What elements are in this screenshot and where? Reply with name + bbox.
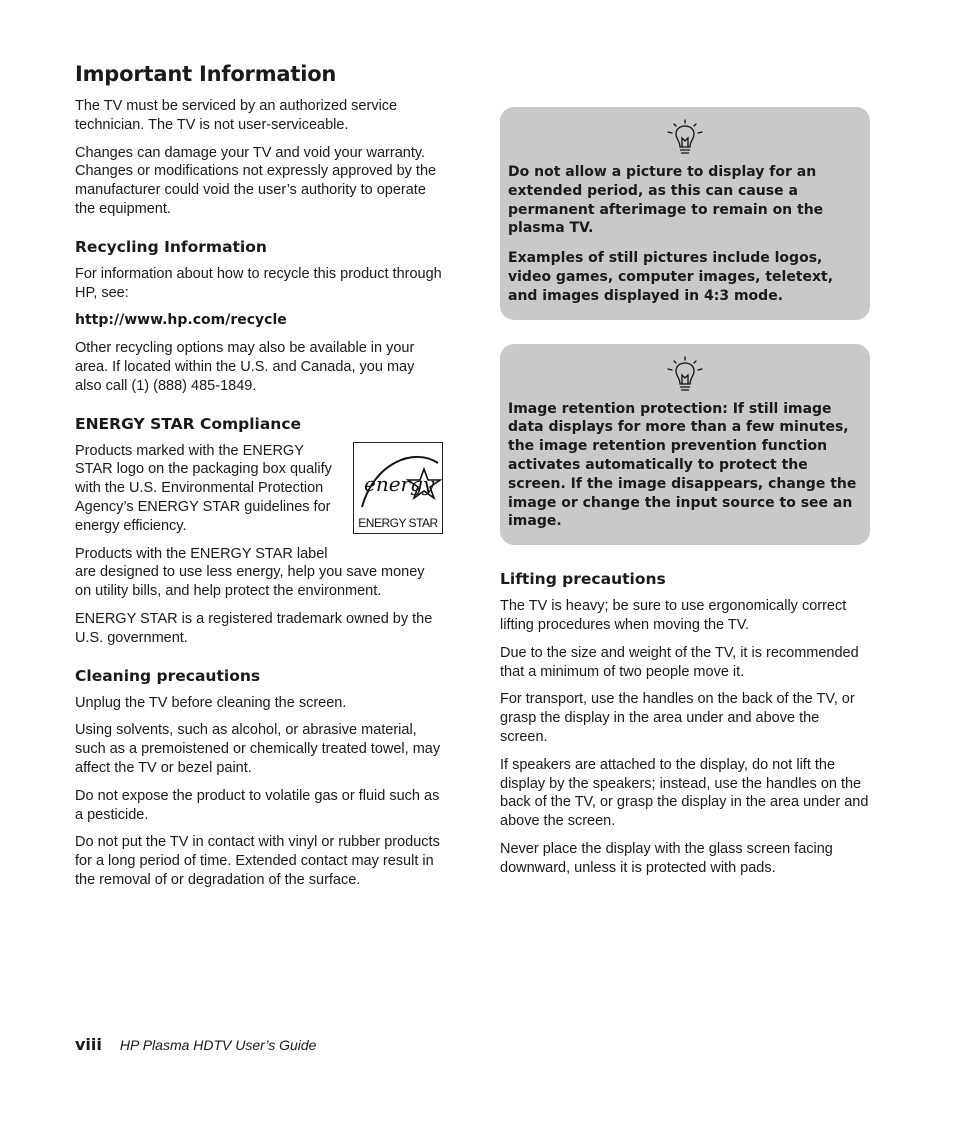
cleaning-heading: Cleaning precautions bbox=[75, 666, 261, 685]
note-text: Examples of still pictures include logos, video games, computer images, teletext, and images displayed in 4:3 mode. bbox=[508, 250, 834, 304]
page-footer bbox=[75, 1035, 316, 1054]
energy-star-logo-label: ENERGY STAR bbox=[358, 515, 438, 530]
note-box bbox=[500, 344, 870, 546]
lifting-heading: Lifting precautions bbox=[500, 570, 666, 589]
intro-paragraph: The TV must be serviced by an authorized service technician. The TV is not user-serviceable. bbox=[75, 98, 398, 133]
left-column bbox=[75, 60, 443, 899]
energy-star-text-rest: are designed to use less energy, help you save money on utility bills, and help protect the environment. bbox=[75, 564, 425, 600]
guide-title: HP Plasma HDTV User’s Guide bbox=[119, 1037, 317, 1053]
page-number: viii bbox=[75, 1035, 102, 1054]
energy-star-logo-icon bbox=[354, 443, 442, 515]
right-column bbox=[500, 107, 870, 887]
svg-text:energy: energy bbox=[364, 471, 435, 496]
note-text: Image retention protection: If still image data displays for more than a few minutes, the image retention prevention function activates automatically to protect the screen. If the image disappears, change the image or change the input source to see an image. bbox=[508, 400, 857, 530]
cleaning-paragraph: Using solvents, such as alcohol, or abrasive material, such as a premoistened or chemically treated towel, may affect the TV or bezel paint. bbox=[75, 722, 441, 776]
cleaning-paragraph: Do not put the TV in contact with vinyl or rubber products for a long period of time. Extended contact may result in the removal of or degradation of the surface. bbox=[75, 834, 440, 888]
intro-paragraph: Changes can damage your TV and void your warranty. Changes or modifications not expressly approved by the manufacturer could void the user’s authority to operate the equipment. bbox=[75, 144, 437, 217]
recycling-paragraph: For information about how to recycle this product through HP, see: bbox=[75, 265, 442, 301]
energy-star-heading: ENERGY STAR Compliance bbox=[75, 414, 302, 433]
energy-star-paragraph: Products marked with the ENERGY STAR logo on the packaging box qualify with the U.S. Environmental Protection Agency’s ENERGY STAR guidelines for energy efficiency. bbox=[75, 442, 332, 534]
lifting-paragraph: If speakers are attached to the display, do not lift the display by the speakers; instead, use the handles on the back of the TV, or grasp the display in the area under and above the screen. bbox=[500, 756, 869, 830]
energy-star-logo bbox=[353, 442, 443, 534]
lightbulb-icon bbox=[665, 119, 705, 157]
page-title: Important Information bbox=[75, 62, 337, 86]
recycling-heading: Recycling Information bbox=[75, 237, 267, 256]
recycle-link[interactable]: http://www.hp.com/recycle bbox=[75, 312, 287, 329]
lifting-paragraph: Never place the display with the glass screen facing downward, unless it is protected with pads. bbox=[500, 840, 833, 876]
energy-star-paragraph: ENERGY STAR is a registered trademark owned by the U.S. government. bbox=[75, 610, 433, 646]
cleaning-paragraph: Do not expose the product to volatile gas or fluid such as a pesticide. bbox=[75, 787, 440, 823]
lifting-paragraph: The TV is heavy; be sure to use ergonomically correct lifting procedures when moving the TV. bbox=[500, 598, 847, 633]
recycling-paragraph: Other recycling options may also be available in your area. If located within the U.S. and Canada, you may also call (1) (888) 485-1849. bbox=[75, 340, 415, 394]
energy-star-paragraph bbox=[75, 545, 443, 601]
cleaning-paragraph: Unplug the TV before cleaning the screen. bbox=[75, 694, 347, 711]
energy-star-text-line: Products with the ENERGY STAR label bbox=[75, 545, 328, 562]
note-text: Do not allow a picture to display for an extended period, as this can cause a permanent afterimage to remain on the plasma TV. bbox=[508, 164, 824, 237]
note-box bbox=[500, 107, 870, 320]
lifting-paragraph: For transport, use the handles on the back of the TV, or grasp the display in the area under and above the screen. bbox=[500, 691, 855, 745]
lightbulb-icon bbox=[665, 356, 705, 394]
lifting-paragraph: Due to the size and weight of the TV, it is recommended that a minimum of two people move it. bbox=[500, 644, 859, 680]
energy-star-section bbox=[75, 442, 443, 648]
